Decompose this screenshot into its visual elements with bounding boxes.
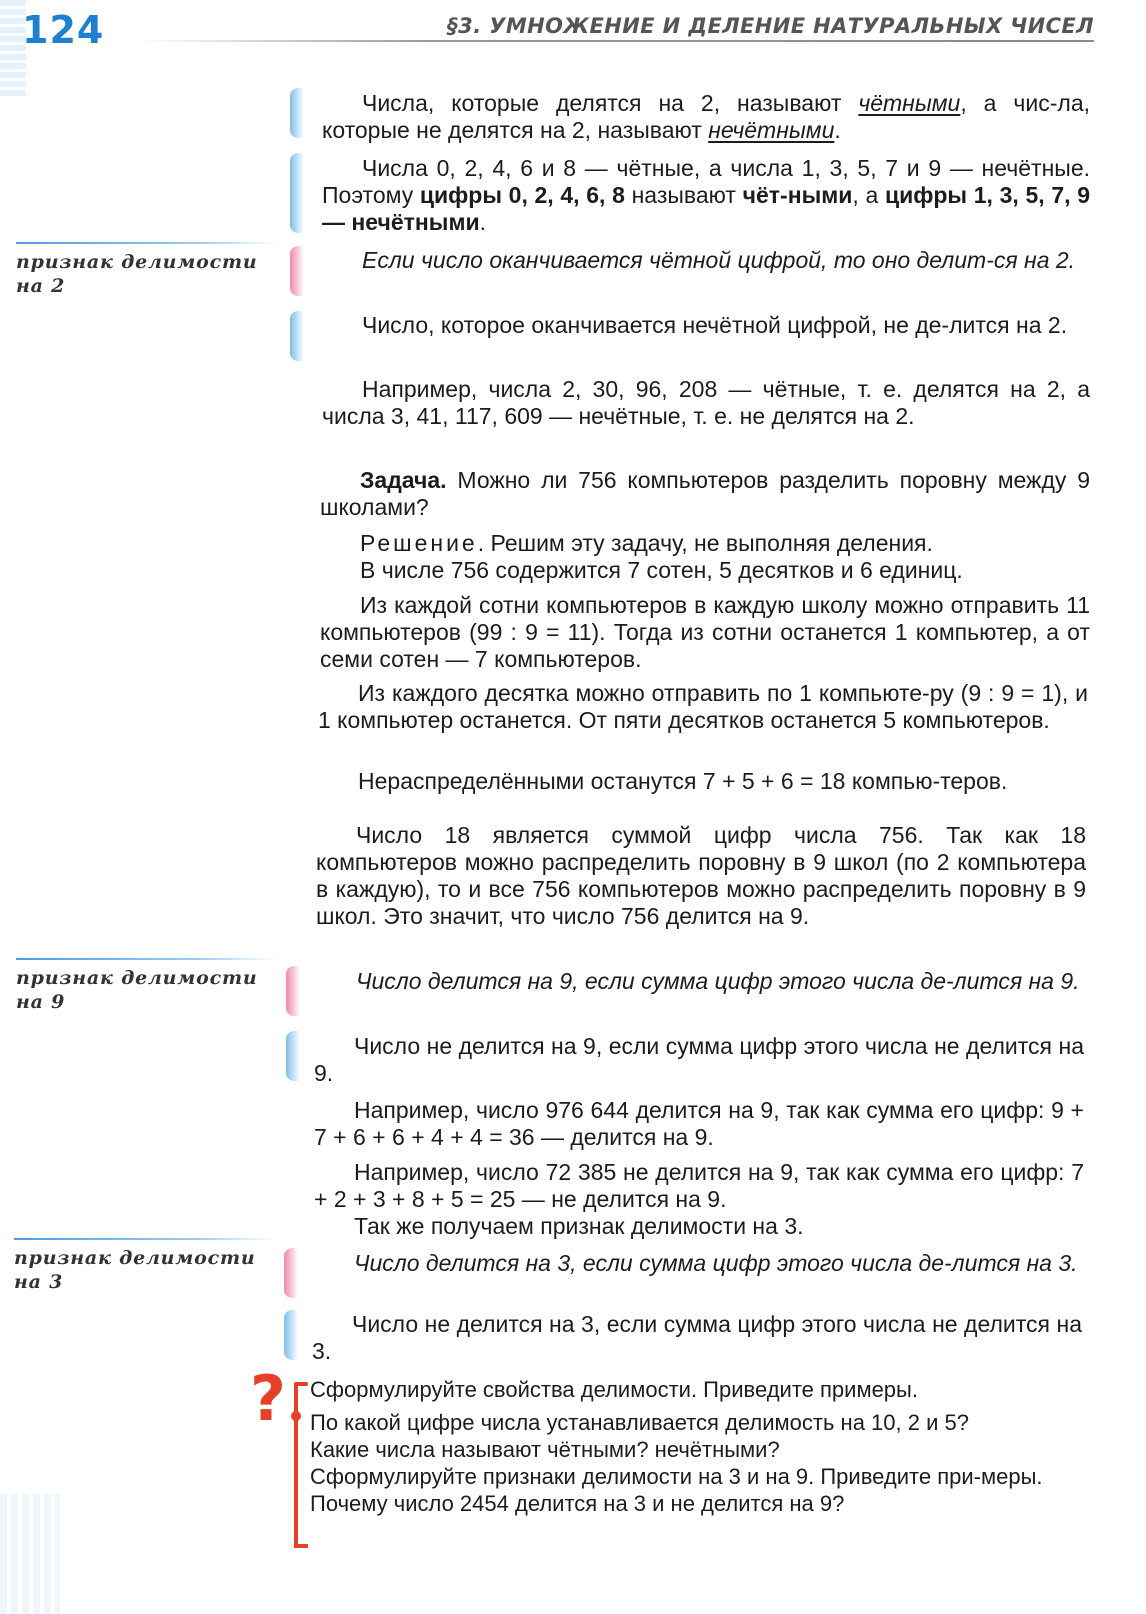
paragraph-text: Так же получаем признак делимости на 3. <box>354 1213 804 1239</box>
margin-note-divisibility-3 <box>14 1240 276 1294</box>
question-bracket-dot <box>291 1411 301 1421</box>
problem-label: Задача. <box>360 467 447 493</box>
term-odd: нечётными <box>708 117 835 143</box>
example-not-divisible-by-9 <box>314 1159 1084 1213</box>
rule-not-divisible-by-9 <box>314 1033 1084 1087</box>
example-text: Например, числа 2, 30, 96, 208 — чётные, т. е. делятся на 2, а числа 3, 41, 117, 609 — нечётные, т. е. не делятся на 2. <box>322 376 1090 429</box>
question-item: Почему число 2454 делится на 3 и не делится на 9? <box>310 1491 845 1516</box>
solution-text: Нераспределёнными останутся 7 + 5 + 6 = 18 компью-теров. <box>358 768 1008 794</box>
text-run: . <box>479 209 486 235</box>
solution-text: . Решим эту задачу, не выполняя деления. <box>477 530 933 556</box>
solution-step <box>318 768 1088 795</box>
text-run: . <box>834 117 841 143</box>
bold-odd-digits: цифры 1, 3, 5, 7, 9 — нечётными <box>322 182 1090 235</box>
problem-text: Можно ли 756 компьютеров разделить поровну между 9 школами? <box>320 467 1090 520</box>
solution-conclusion <box>316 822 1086 930</box>
problem-statement <box>320 467 1090 521</box>
solution-step <box>320 557 1090 584</box>
bold-even-digits: цифры 0, 2, 4, 6, 8 <box>419 182 625 208</box>
rule-not-divisible-by-2 <box>322 312 1090 339</box>
rule-divisible-by-3 <box>314 1250 1082 1277</box>
question-item: Какие числа называют чётными? нечётными? <box>310 1437 780 1462</box>
rule-text: Число делится на 3, если сумма цифр этого числа де-лится на 3. <box>354 1250 1078 1276</box>
question-mark-icon: ? <box>250 1362 286 1435</box>
rule-text: Число не делится на 3, если сумма цифр этого числа не делится на 3. <box>312 1311 1082 1364</box>
bold-even: чёт-ными <box>742 182 853 208</box>
example-text: Например, число 976 644 делится на 9, так как сумма его цифр: 9 + 7 + 6 + 6 + 4 + 4 = 36 — делится на 9. <box>314 1097 1084 1150</box>
paragraph-even-odd-definition <box>322 90 1090 144</box>
solution-label: Решение <box>360 530 478 556</box>
margin-note-divisibility-9 <box>16 960 278 1014</box>
term-even: чётными <box>858 90 961 116</box>
rule-text: Число делится на 9, если сумма цифр этого числа де-лится на 9. <box>356 968 1080 994</box>
text-run: , а <box>852 182 885 208</box>
corner-decoration-bottom <box>0 1494 60 1614</box>
question-bracket-bottom <box>294 1544 308 1548</box>
rule-divisible-by-9 <box>316 968 1086 995</box>
question-bracket <box>294 1384 298 1546</box>
solution-text: В числе 756 содержится 7 сотен, 5 десятков и 6 единиц. <box>360 557 963 583</box>
question-item: Сформулируйте свойства делимости. Приведите примеры. <box>310 1377 918 1402</box>
solution-step <box>320 592 1090 673</box>
example-text: Например, число 72 385 не делится на 9, так как сумма его цифр: 7 + 2 + 3 + 8 + 5 = 25 — не делится на 9. <box>314 1159 1084 1212</box>
solution-step <box>318 680 1088 734</box>
header-rule <box>140 40 1094 42</box>
margin-note-line: признак делимости <box>16 967 258 989</box>
margin-note-line: на 2 <box>16 275 66 297</box>
definition-bar <box>284 1310 298 1360</box>
definition-bar <box>290 153 304 233</box>
rule-text: Число не делится на 9, если сумма цифр этого числа не делится на 9. <box>314 1033 1084 1086</box>
solution-text: Из каждого десятка можно отправить по 1 компьюте-ру (9 : 9 = 1), и 1 компьютер останется. От пяти десятков останется 5 компьютеров. <box>318 680 1088 733</box>
margin-note-line: на 3 <box>14 1271 64 1293</box>
running-title: §3. УМНОЖЕНИЕ И ДЕЛЕНИЕ НАТУРАЛЬНЫХ ЧИСЕЛ <box>447 14 1094 38</box>
text-run: , а чис-ла, которые не делятся на 2, называют <box>322 90 1090 143</box>
page-number: 124 <box>22 8 105 52</box>
rule-bar <box>290 246 304 296</box>
solution-text: Из каждой сотни компьютеров в каждую школу можно отправить 11 компьютеров (99 : 9 = 11). Тогда из сотни останется 1 компьютер, а от семи сотен — 7 компьютеров. <box>320 592 1090 672</box>
text-run: Числа 0, 2, 4, 6 и 8 — чётные, а числа 1, 3, 5, 7 и 9 — нечётные. Поэтому <box>322 155 1090 208</box>
rule-not-divisible-by-3 <box>312 1311 1082 1365</box>
review-questions <box>310 1376 1090 1517</box>
rule-divisible-by-2 <box>322 247 1090 274</box>
solution-intro <box>320 530 1090 557</box>
margin-note-line: на 9 <box>16 991 66 1013</box>
definition-bar <box>286 1031 300 1081</box>
margin-note-line: признак делимости <box>16 251 258 273</box>
rule-bar <box>284 1248 298 1298</box>
transition-to-3 <box>314 1213 1084 1240</box>
example-divisible-by-9 <box>314 1097 1084 1151</box>
text-run: называют <box>624 182 743 208</box>
text-run: Числа, которые делятся на 2, называют <box>362 90 859 116</box>
example-even-odd <box>322 376 1090 430</box>
rule-text: Если число оканчивается чётной цифрой, то оно делит-ся на 2. <box>362 247 1076 273</box>
paragraph-even-odd-digits <box>322 155 1090 236</box>
rule-text: Число, которое оканчивается нечётной цифрой, не де-лится на 2. <box>362 312 1068 338</box>
definition-bar <box>290 88 304 138</box>
definition-bar <box>290 311 304 361</box>
margin-note-divisibility-2 <box>16 244 278 298</box>
question-item: По какой цифре числа устанавливается делимость на 10, 2 и 5? <box>310 1410 969 1435</box>
margin-note-line: признак делимости <box>14 1247 256 1269</box>
solution-text: Число 18 является суммой цифр числа 756. Так как 18 компьютеров можно распределить поровну в 9 школ (по 2 компьютера в каждую), то и все 756 компьютеров можно распределить поровну в 9 школ. Это значит, что число 756 делится на 9. <box>316 822 1086 929</box>
rule-bar <box>286 966 300 1016</box>
question-item: Сформулируйте признаки делимости на 3 и на 9. Приведите при-меры. <box>310 1464 1043 1489</box>
